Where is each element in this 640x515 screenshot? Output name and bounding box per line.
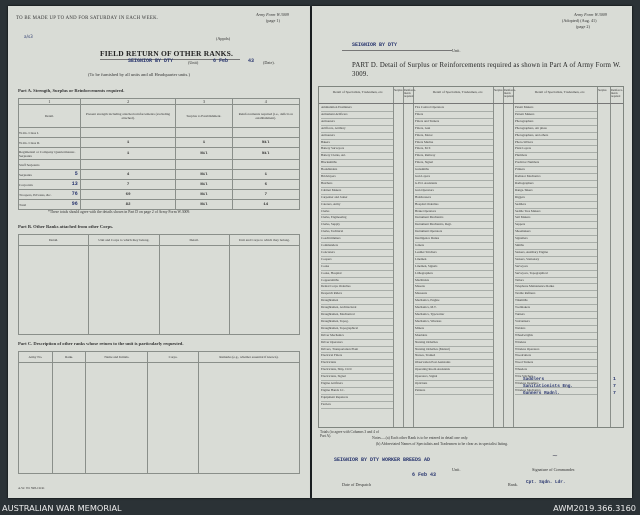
specialist-item: Gunsmiths <box>415 166 493 174</box>
specialist-item: Blacksmiths <box>321 159 393 167</box>
specialist-item: Pattern Makers <box>515 111 597 119</box>
date-label: (Date). <box>263 60 275 65</box>
reinf-head: Reinforce- ments required <box>404 89 416 98</box>
part-a-surplus: Nil <box>176 148 232 160</box>
specialist-item: Nursing Orderlies (Mental) <box>415 346 493 354</box>
specialist-item: Mechanics, Wireless <box>415 318 493 326</box>
part-a-detail: Corporals 13 <box>19 180 81 190</box>
part-a-detail: Regimental or Company Quartermaster-Serjeants <box>19 148 81 160</box>
part-b-col-header: Detail. <box>159 235 229 246</box>
specialist-item: Driver Operators <box>321 339 393 347</box>
specialist-item: Electricians, Signal <box>321 373 393 381</box>
part-d-col-head: Detail of Specialists, Tradesmen, etc. <box>432 90 484 94</box>
right-note-2: (b) Abbreviated Names of Specialists and Tradesmen to be clear as in specialist listing. <box>376 442 509 446</box>
specialist-item: Armourers <box>321 132 393 140</box>
part-a-row <box>19 170 300 180</box>
specialist-item: Draughtsmen, Topog. <box>321 318 393 326</box>
specialist-item: Machinists <box>415 277 493 285</box>
part-a-strength <box>80 128 176 138</box>
part-d-title: PART D. Detail of Surplus or Reinforcements required as shown in Part A of Army Form W. 3009. <box>352 62 621 78</box>
part-a-strength: 4 <box>80 170 176 180</box>
bottom-unit-label: Unit. <box>452 467 461 472</box>
specialist-item: Coachtrimmers <box>321 235 393 243</box>
part-a-colnum: 2 <box>80 99 176 105</box>
appendix: (Appdx) <box>216 36 231 41</box>
specialist-item: Despatch Riders <box>321 290 393 298</box>
part-a-row <box>19 148 300 160</box>
part-c-col-header: Rank. <box>52 352 86 363</box>
specialist-item: Clerks, Supply <box>321 221 393 229</box>
specialist-item: Drivers, Transportation Plant <box>321 346 393 354</box>
specialist-item: Farriers <box>321 401 393 409</box>
specialist-item: Tailors <box>515 277 597 285</box>
specialist-item: Lithographers <box>415 270 493 278</box>
specialist-item: Caterers, Army <box>321 201 393 209</box>
specialist-item: Fire Control Operators <box>415 104 493 112</box>
specialist-item: Textile Refiners <box>515 290 597 298</box>
specialist-item: Clerks, Technical <box>321 228 393 236</box>
part-a-reinforcements: Nil <box>232 148 299 160</box>
part-c-col-header: Remarks (e.g., whether essential if known). <box>198 352 299 363</box>
part-a-colnum: 4 <box>232 99 299 105</box>
extra-qty: 1 <box>613 377 616 382</box>
specialist-item: Surveyors, Topographical <box>515 270 597 278</box>
specialist-item: Mechanics, Typewriter <box>415 311 493 319</box>
typed-extra-row <box>513 391 623 398</box>
left-page <box>8 6 310 498</box>
part-a-col-header: Reinforcements required (i.e., deficit on establishment). <box>232 105 299 128</box>
specialist-item: Masons <box>415 283 493 291</box>
form-adopted: (Adopted) (Aug. 41) <box>562 18 597 23</box>
extra-label: Sanitationists Eng. <box>523 384 574 389</box>
part-d-col-head: Detail of Specialists, Tradesmen, etc. <box>332 90 384 94</box>
rank-label: Rank. <box>508 482 518 487</box>
specialist-item: Wire Stitchers <box>515 373 597 381</box>
part-d-col-head: Detail of Specialists, Tradesmen, etc. <box>534 90 586 94</box>
part-c-col-header: Name and Initials. <box>86 352 148 363</box>
specialist-item: Draughtsmen, Topographical <box>321 325 393 333</box>
specialist-item: Instrument Mechanics, Regt. <box>415 221 493 229</box>
specialist-item: Battery Clerks, Art. <box>321 152 393 160</box>
left-footer: A.W. Wt 598-19/41 <box>18 486 45 490</box>
specialist-item: Bakers <box>321 139 393 147</box>
specialist-item: Wireless <box>515 339 597 347</box>
typed-extra-row <box>513 384 623 391</box>
specialist-item: Draughtsmen <box>321 297 393 305</box>
specialist-item: Engine Hands I.C. <box>321 387 393 395</box>
specialist-item: Sappers <box>515 221 597 229</box>
part-a-title: Part A. Strength, Surplus or Reinforcements required. <box>18 88 125 93</box>
part-a-reinforcements: 7 <box>232 190 299 200</box>
specialist-item: Observation Post Assistants <box>415 359 493 367</box>
header-note: TO BE MADE UP TO AND FOR SATURDAY IN EACH WEEK. <box>16 16 159 21</box>
specialist-item: Hospital Orderlies <box>415 201 493 209</box>
part-a-col-header: Surplus to Establishment. <box>176 105 232 128</box>
specialist-item: Concreters <box>321 249 393 257</box>
part-a-surplus <box>176 128 232 138</box>
reinf-head: Reinforce- ments required <box>504 89 516 98</box>
caption-bar <box>0 500 640 515</box>
typed-extra-row <box>513 377 623 384</box>
specialist-item: Ammunition Examiners <box>321 104 393 112</box>
part-a-surplus: Nil <box>176 200 232 210</box>
specialist-item: Turners <box>515 311 597 319</box>
part-a-detail: W.Os. Class II. <box>19 138 81 148</box>
specialist-item: G.P.O. Assistants <box>415 180 493 188</box>
part-a-col-header: Present strength including attached reinforcements (excluding attached). <box>80 105 176 128</box>
specialist-item: Cooks <box>321 263 393 271</box>
specialist-item: Range-Takers <box>515 187 597 195</box>
specialist-item: Miners <box>415 325 493 333</box>
part-b-col-header: Unit and Corps to which they belong. <box>229 235 299 246</box>
part-a-detail: Total 96 <box>19 200 81 210</box>
part-a-strength: 82 <box>80 200 176 210</box>
specialist-item: Plant Layers <box>515 145 597 153</box>
part-b-col-header: Detail. <box>19 235 89 246</box>
specialist-item: Fitters Marine <box>415 139 493 147</box>
specialist-item: Opticians <box>415 380 493 388</box>
part-d-table <box>318 86 624 428</box>
part-c-title: Part C. Description of other ranks whose return to the unit is particularly requested. <box>18 341 184 346</box>
specialist-item: Printers <box>515 166 597 174</box>
specialist-item: Clerks, Engineering <box>321 214 393 222</box>
part-a-row <box>19 190 300 200</box>
right-note-1: Notes.—(a) Each other Rank is to be entered in detail one only. <box>372 436 469 440</box>
specialist-item: Saddle Tree Makers <box>515 208 597 216</box>
specialist-item: Cabinet Makers <box>321 187 393 195</box>
specialist-item: Draughtsmen, Architectural <box>321 304 393 312</box>
specialist-item: Leather Stitchers <box>415 249 493 257</box>
specialist-item: Electrical Fitters <box>321 352 393 360</box>
year-value: 43 <box>248 58 255 64</box>
specialist-item: Surveyors <box>515 263 597 271</box>
specialist-item: Operators, Signal <box>415 373 493 381</box>
specialist-item: Vulcanisers <box>515 318 597 326</box>
specialist-item: Armament Artificers <box>321 111 393 119</box>
page-title: FIELD RETURN OF OTHER RANKS. <box>100 49 234 58</box>
extra-qty: 7 <box>613 391 616 396</box>
part-c-col-header: Corps. <box>148 352 199 363</box>
specialist-item: Dental Corps Orderlies <box>321 283 393 291</box>
part-b-title: Part B. Other Ranks attached from other Corps. <box>18 224 114 229</box>
specialist-item: Bricklayers <box>321 173 393 181</box>
specialist-item: Smiths <box>515 242 597 250</box>
bottom-unit: SEIGNIOR BY DTY WORKER BREEDS AD <box>334 457 431 463</box>
specialist-item: Plumbers <box>515 152 597 160</box>
right-page <box>312 6 632 498</box>
specialist-item: Electricians <box>321 359 393 367</box>
specialist-item: Predictor Numbers <box>515 159 597 167</box>
part-a-reinforcements: 1 <box>232 170 299 180</box>
part-a-detail: Staff Serjeants <box>19 160 81 170</box>
specialist-item: Linemen, Signals <box>415 263 493 271</box>
part-a-note: *These totals should agree with the details shown in Part D on page 2 of Army Form W.3009. <box>48 210 191 214</box>
specialist-item: Brake Operators <box>415 208 493 216</box>
specialist-item: Commanders <box>321 242 393 250</box>
specialist-item: Butchers <box>321 180 393 188</box>
specialist-item: Coppersmiths <box>321 277 393 285</box>
specialist-item: Telephone Maintenance Ranks <box>515 283 597 291</box>
despatch-date: 6 Feb 43 <box>412 472 437 478</box>
specialist-item: Stokers, Stationary <box>515 256 597 264</box>
part-b-col-header: Unit and Corps to which they belong. <box>89 235 159 246</box>
specialist-item: Joiners <box>415 242 493 250</box>
specialist-item: Tinsmiths <box>515 297 597 305</box>
specialist-item: Gun Operators <box>415 187 493 195</box>
specialist-item: Painters <box>415 387 493 395</box>
specialist-item: Woodcutters <box>515 352 597 360</box>
specialist-item: Photographers, Air photo <box>515 125 597 133</box>
part-a-row <box>19 160 300 170</box>
unit-name: SEIGNIOR BY DTY <box>128 58 174 64</box>
part-a-row <box>19 138 300 148</box>
part-a-surplus <box>176 160 232 170</box>
unit-hint: (Unit) <box>188 60 199 65</box>
specialist-item: Engine Artificers <box>321 380 393 388</box>
form-page: (page 1) <box>266 18 280 23</box>
caption-left: AUSTRALIAN WAR MEMORIAL <box>2 503 122 513</box>
rank-value: Cpt. Sqdn. Ldr. <box>526 480 566 485</box>
specialist-item: Shoemakers <box>515 228 597 236</box>
specialist-item: Armourers <box>321 118 393 126</box>
part-c-table <box>18 351 300 474</box>
part-a-colnum: 1 <box>19 99 81 105</box>
specialist-item: Carpenter and Joiner <box>321 194 393 202</box>
part-a-strength: 1 <box>80 148 176 160</box>
surplus-head: Surplus <box>494 89 503 92</box>
specialist-item: Fitters, Railway <box>415 152 493 160</box>
surplus-head: Surplus <box>598 89 607 92</box>
specialist-item: Coopers <box>321 256 393 264</box>
specialist-item: Wireless Operators <box>515 346 597 354</box>
specialist-item: Nursing Orderlies <box>415 339 493 347</box>
part-a-reinforcements <box>232 160 299 170</box>
specialist-item: Gun Layers <box>415 173 493 181</box>
part-a-detail: Serjeants 5 <box>19 170 81 180</box>
surplus-head: Surplus <box>394 89 403 92</box>
part-a-detail: W.Os. Class I. <box>19 128 81 138</box>
corner-note: a/s3 <box>24 34 33 39</box>
part-c-col-header: Army No. <box>19 352 53 363</box>
specialist-item: Riggers <box>515 194 597 202</box>
specialist-item: Instrument Operators <box>415 228 493 236</box>
part-a-table <box>18 98 300 210</box>
form-page-right: (page 2) <box>576 24 590 29</box>
despatch-label: Date of Despatch <box>342 482 372 487</box>
part-a-reinforcements <box>232 128 299 138</box>
specialist-item: Photographers <box>515 118 597 126</box>
form-number: Army Form W.3009 <box>256 12 289 17</box>
specialist-item: Wireless Mechanics <box>515 387 597 395</box>
part-a-row <box>19 128 300 138</box>
part-a-surplus: Nil <box>176 180 232 190</box>
specialist-item: Battery Surveyors <box>321 145 393 153</box>
specialist-item: Welders <box>515 325 597 333</box>
signature-label: Signature of Commander. <box>532 467 576 472</box>
specialist-item: Fitters, M.T. <box>415 145 493 153</box>
extra-qty: 7 <box>613 384 616 389</box>
specialist-item: Saddlers <box>515 201 597 209</box>
page-subtitle: (To be furnished by all units and all Headquarter units.) <box>88 72 190 77</box>
specialist-item: Fitters, Gun <box>415 125 493 133</box>
specialist-item: Equipment Repairers <box>321 394 393 402</box>
part-b-table <box>18 234 300 335</box>
specialist-item: Patent Makers <box>515 104 597 112</box>
specialist-item: Wood Turners <box>515 359 597 367</box>
part-a-detail: Troopers, Privates, &c. 76 <box>19 190 81 200</box>
part-a-strength: 69 <box>80 190 176 200</box>
specialist-item: Operating Room Assistants <box>415 366 493 374</box>
extra-label: Saddlers <box>523 377 545 382</box>
part-a-col-header: Detail. <box>19 105 81 128</box>
specialist-item: Cooks, Hospital <box>321 270 393 278</box>
part-a-reinforcements: Nil <box>232 138 299 148</box>
specialist-item: Electricians, Ship, Civil <box>321 366 393 374</box>
part-a-row <box>19 180 300 190</box>
reinf-head: Reinforce- ments required <box>611 89 623 98</box>
specialist-item: Clerks <box>321 208 393 216</box>
specialist-item: Nurses, Trained <box>415 352 493 360</box>
specialist-item: Fitters, Signal <box>415 159 493 167</box>
caption-right: AWM2019.366.3160 <box>553 503 636 513</box>
part-a-surplus: 1 <box>176 138 232 148</box>
part-a-reinforcements: 6 <box>232 180 299 190</box>
part-a-surplus: Nil <box>176 170 232 180</box>
specialist-item: Mechanics, M.T. <box>415 304 493 312</box>
specialist-item: Artificers, Artillery <box>321 125 393 133</box>
specialist-item: Photo-Writers <box>515 139 597 147</box>
specialist-item: Radiator Mechanics <box>515 173 597 181</box>
specialist-item: Driver Mechanics <box>321 332 393 340</box>
form-number-right: Army Form W.3009 <box>574 12 607 17</box>
specialist-item: Wheelwrights <box>515 332 597 340</box>
part-a-strength <box>80 160 176 170</box>
part-a-row <box>19 200 300 210</box>
specialist-item: Photographers, and others <box>515 132 597 140</box>
part-a-surplus: Nil <box>176 190 232 200</box>
specialist-item: Fitters and Turners <box>415 118 493 126</box>
specialist-item: Fitters <box>415 111 493 119</box>
totals-note: Totals (to agree with Columns 3 and 4 of Part A). <box>320 430 379 438</box>
specialist-item: Stokers, Auxiliary Engine <box>515 249 597 257</box>
specialist-item: Wheelers <box>515 366 597 374</box>
specialist-item: Hairdressers <box>415 194 493 202</box>
part-a-strength: 7 <box>80 180 176 190</box>
specialist-item: Bookbinders <box>321 166 393 174</box>
part-a-colnum: 3 <box>176 99 232 105</box>
specialist-item: Fitters, Motor <box>415 132 493 140</box>
specialist-item: Intelligence Duties <box>415 235 493 243</box>
specialist-item: Sail Makers <box>515 214 597 222</box>
specialist-item: Toolmakers <box>515 304 597 312</box>
specialist-item: Instrument Mechanics <box>415 214 493 222</box>
extra-label: Gunners Radnl. <box>523 391 560 396</box>
specialist-item: Draughtsmen, Mechanical <box>321 311 393 319</box>
unit-hint-right: Unit. <box>452 48 461 53</box>
specialist-item: Wireless Installers <box>515 380 597 388</box>
part-a-reinforcements: 14 <box>232 200 299 210</box>
specialist-item: Mechanics, Engine <box>415 297 493 305</box>
part-a-strength: 1 <box>80 138 176 148</box>
signature: ~ <box>552 452 558 460</box>
specialist-item: Moulders <box>415 332 493 340</box>
unit-name-right: SEIGNIOR BY DTY <box>352 42 398 48</box>
specialist-item: Radiographers <box>515 180 597 188</box>
specialist-item: Linemen <box>415 256 493 264</box>
specialist-item: Signallers <box>515 235 597 243</box>
specialist-item: Masseurs <box>415 290 493 298</box>
date-value: 6 Feb <box>213 58 229 64</box>
